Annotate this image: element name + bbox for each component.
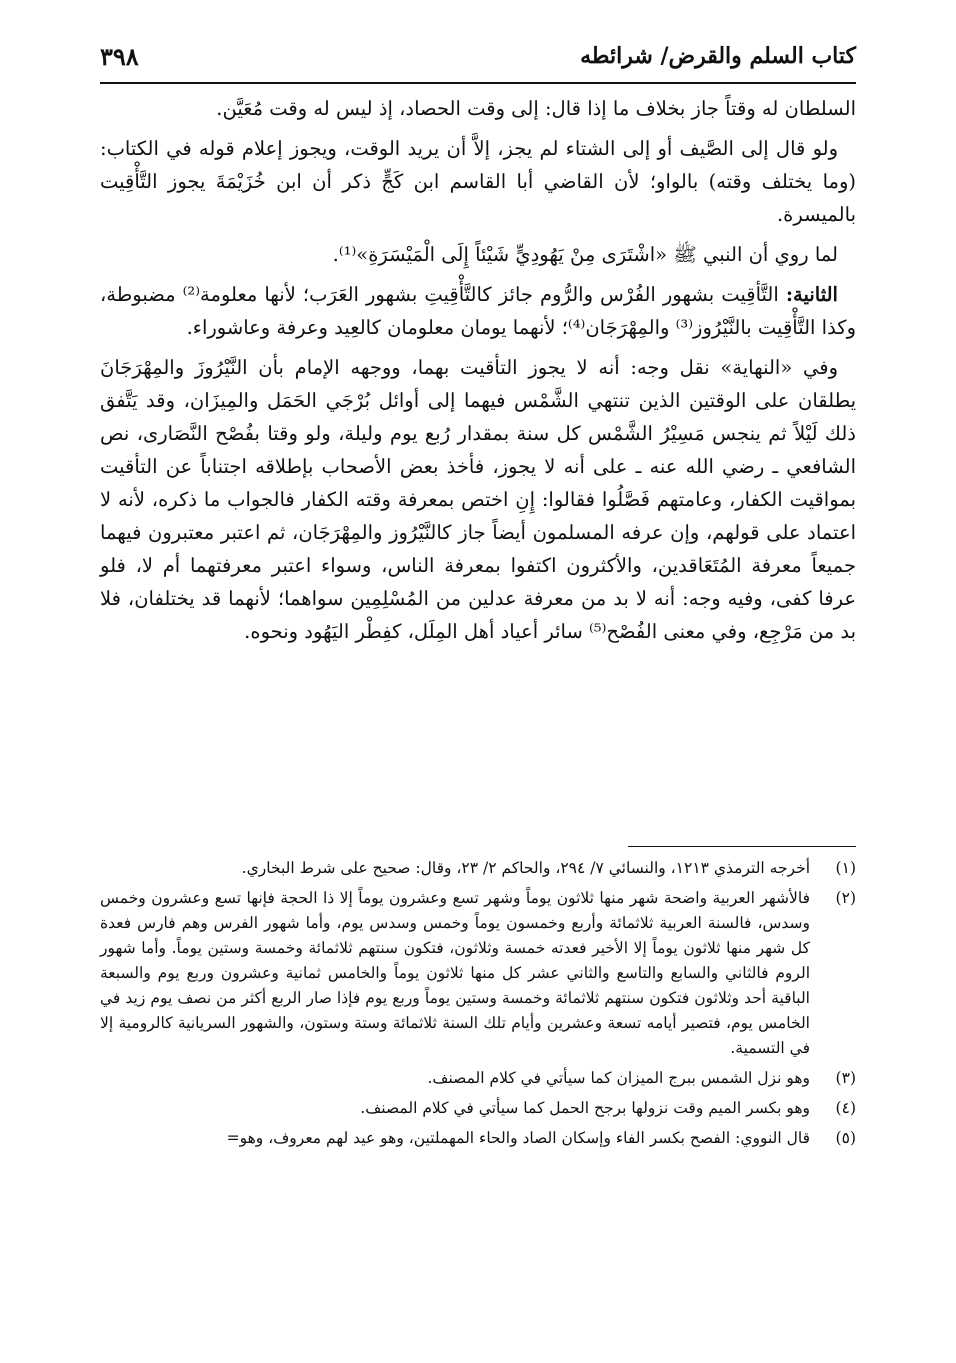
footnote-text: فالأشهر العربية واضحة شهر منها ثلاثون يوماً وشهر تسع وعشرون يوماً إلا ذا الحجة فإنها تسع وعشرون وخمس وسدس، فالسنة العربية ثلاثمائة وأربع وخمسون يوماً وخمس وسدس يوم، وأما شهور الفرس وهم فارس فعدة كل شهر منها ثلاثون يوماً إلا الأخير فعدته خمسة وثلاثون، فتكون سنتهم ثلاثمائة وخمسة وستين يوماً. وأما شهور الروم فالثاني والسابع والتاسع والثاني عشر كل منها ثلاثون يوماً والخامس ثمانية وعشرون وربع يوم والسبعة الباقية أحد وثلاثون فتكون سنتهم ثلاثمائة وخمسة وستين يوماً وربع يوم فإذا صار الربع أكثر من نصف يوم زيد في الخامس يوم، فتصير أيامه تسعة وعشرين وأيام تلك السنة ثلاثمائة وستة وستون، والشهور السريانية كالرومية إلا في التسمية. xyxy=(100,889,811,1057)
paragraph-4 xyxy=(100,278,856,344)
paragraph-2: ولو قال إلى الصَّيف أو إلى الشتاء لم يجز، إلاَّ أن يريد الوقت، ويجوز إعلام قوله في الكتاب: (وما يختلف وقته) بالواو؛ لأن القاضي أبا القاسم ابن كَجٍّ ذكر أن ابن خُزَيْمَةَ يجوز التَّأْقِيت بالميسرة. xyxy=(100,137,856,226)
footnote-number: (١) xyxy=(835,859,856,877)
footnote-text: وهو بكسر الميم وقت نزولها برجح الحمل كما سيأتي في كلام المصنف. xyxy=(360,1099,810,1117)
paragraph-1: السلطان له وقتاً جاز بخلاف ما إذا قال: إلى وقت الحصاد، إذ ليس له وقت مُعَيَّن. xyxy=(216,97,856,120)
paragraph-4-text: التَّأقِيت بشهور الفُرْس والرُّوم جائز كالتَّأْقِيتِ بشهور العَرَب؛ لأنها معلومة⁽²⁾ مضبوطة، وكذا التَّأْقِيت بالنَّيْرُوز⁽³⁾ والمِهْرَجَان⁽⁴⁾؛ لأنهما يومان معلومان كالعِيد وعرفة وعاشوراء. xyxy=(100,283,856,339)
footnote-number: (٥) xyxy=(835,1129,856,1147)
footnote-text: قال النووي: الفصح بكسر الفاء وإسكان الصاد والحاء المهملتين، وهو عيد لهم معروف، وهو= xyxy=(226,1129,810,1147)
footnote-number: (٢) xyxy=(835,889,856,907)
footnote-rule xyxy=(628,846,856,847)
footnote-number: (٣) xyxy=(835,1069,856,1087)
footnote-text: أخرجه الترمذي ١٢١٣، والنسائي ٧/ ٢٩٤، والحاكم ٢/ ٢٣، وقال: صحيح على شرط البخاري. xyxy=(241,859,810,877)
running-title: كتاب السلم والقرض/ شرائطه xyxy=(580,43,856,69)
paragraph-4-lead: الثانية: xyxy=(785,283,838,306)
page-number: ٣٩٨ xyxy=(100,41,139,71)
footnotes xyxy=(100,856,856,1156)
footnote xyxy=(100,1126,856,1151)
paragraph-5: وفي «النهاية» نقل وجه: أنه لا يجوز التأقيت بهما، ووجهه الإمام بأن النَّيْرُوزَ والمِهْرَجَانَ يطلقان على الوقتين الذين تنتهي الشَّمْس فيهما إلى أوائل بُرْجَي الحَمَل والمِيزَان، وقد يَتَّفق ذلك لَيْلاً ثم ينجس مَسِيْرُ الشَّمْس كل سنة بمقدار رُبع يوم وليلة، ولو وقتا بفُصْح النَّصَارى، نص الشافعي ـ رضي الله عنه ـ على أنه لا يجوز، فأخذ بعض الأصحاب بإطلاقه اجتناباً عن التأقيت بمواقيت الكفار، وعامتهم فَصَّلُوا فقالوا: إِنِ اختص بمعرفة وقته الكفار فالجواب ما ذكره، لأنه لا اعتماد على قولهم، وإن عرفه المسلمون أيضاً جاز كالنَّيْرُوز والمِهْرَجَان، ثم اعتبر معتبرون فيهما جميعاً معرفة المُتَعَاقدين، والأكثرون اكتفوا بمعرفة الناس، وسواء اعتبر معرفتهما أم لا، فلو عرفا كفى، وفيه وجه: أنه لا بد من معرفة عدلين من المُسْلِمِين سواهما؛ لأنهما قد يختلفان، فلا بد من مَرْجِع، وفي معنى الفُصْح⁽⁵⁾ سائر أعياد أهل المِلَل، كفِطْر اليَهُود ونحوه. xyxy=(100,356,856,643)
footnote xyxy=(100,886,856,1061)
footnote xyxy=(100,1096,856,1121)
paragraph-3: لما روي أن النبي ﷺ «اشْتَرَى مِنْ يَهُودِيٍّ شَيْئاً إِلَى الْمَيْسَرَةِ»⁽¹⁾. xyxy=(332,243,838,266)
footnote-text: وهو نزل الشمس ببرج الميزان كما سيأتي في كلام المصنف. xyxy=(427,1069,810,1087)
footnote xyxy=(100,1066,856,1091)
main-text xyxy=(100,92,856,655)
footnote xyxy=(100,856,856,881)
footnote-number: (٤) xyxy=(835,1099,856,1117)
header-rule xyxy=(100,82,856,84)
page-header xyxy=(100,36,856,76)
